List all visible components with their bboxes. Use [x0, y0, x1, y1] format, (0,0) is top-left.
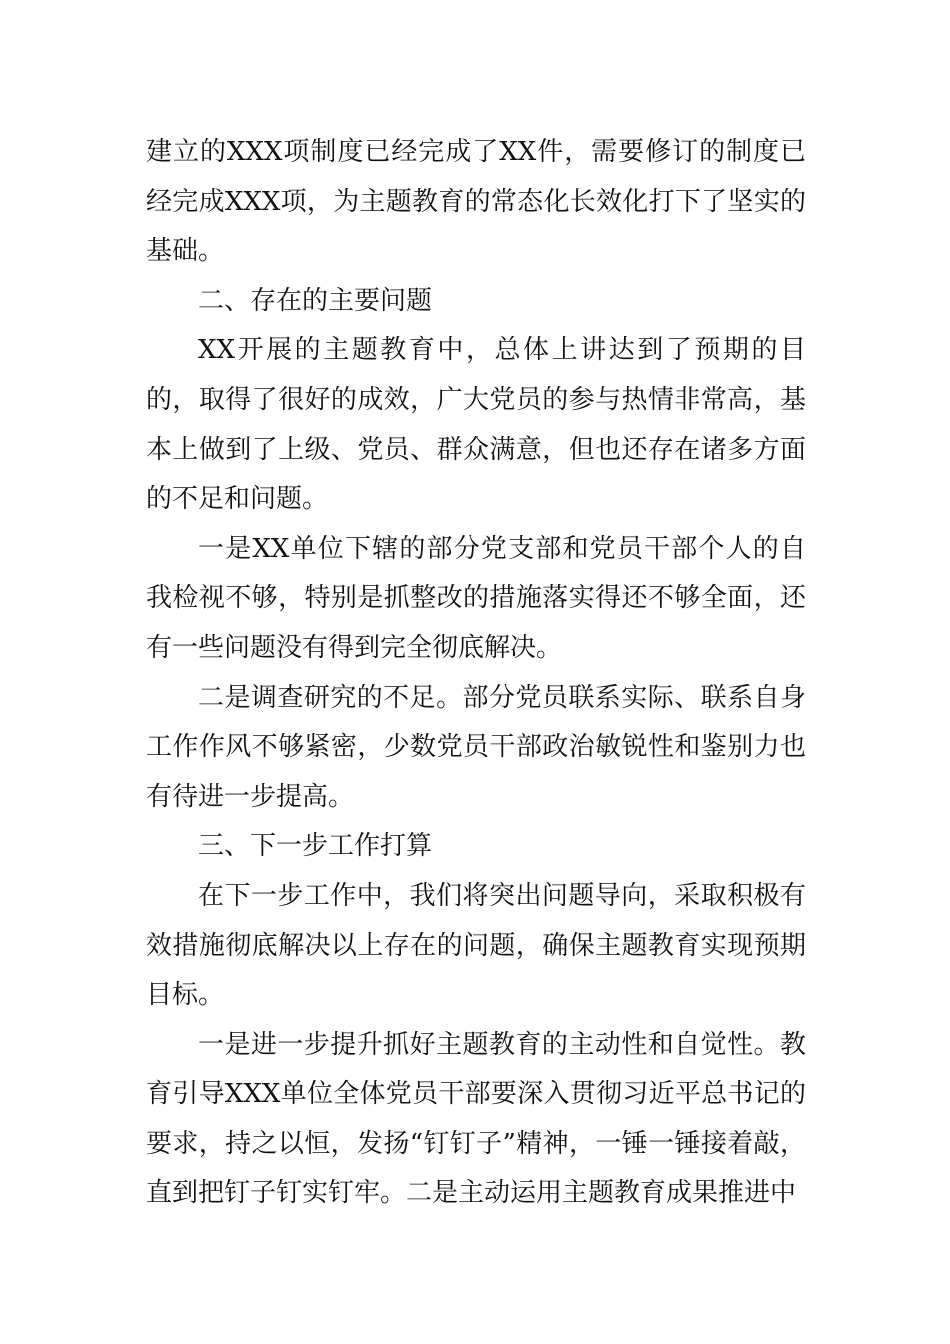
- paragraph-continued: 建立的XXX项制度已经完成了XX件，需要修订的制度已经完成XXX项，为主题教育的常态化长效化打下了坚实的基础。: [146, 137, 806, 267]
- paragraph: 一是XX单位下辖的部分党支部和党员干部个人的自我检视不够，特别是抓整改的措施落实得还不够全面，还有一些问题没有得到完全彻底解决。: [146, 533, 806, 663]
- document-body: [146, 128, 806, 1219]
- section-heading-next-steps: 三、下一步工作打算: [198, 831, 433, 862]
- paragraph: 二是调查研究的不足。部分党员联系实际、联系自身工作作风不够紧密，少数党员干部政治敏锐性和鉴别力也有待进一步提高。: [146, 682, 806, 812]
- paragraph: 一是进一步提升抓好主题教育的主动性和自觉性。教育引导XXX单位全体党员干部要深入贯彻习近平总书记的要求，持之以恒，发扬“钉钉子”精神，一锤一锤接着敲，直到把钉子钉实钉牢。二是主动运用主题教育成果推进中: [146, 1029, 806, 1209]
- paragraph: 在下一步工作中，我们将突出问题导向，采取积极有效措施彻底解决以上存在的问题，确保主题教育实现预期目标。: [146, 880, 806, 1011]
- section-heading-problems: 二、存在的主要问题: [198, 285, 433, 316]
- paragraph: XX开展的主题教育中，总体上讲达到了预期的目的，取得了很好的成效，广大党员的参与热情非常高，基本上做到了上级、党员、群众满意，但也还存在诸多方面的不足和问题。: [146, 335, 806, 515]
